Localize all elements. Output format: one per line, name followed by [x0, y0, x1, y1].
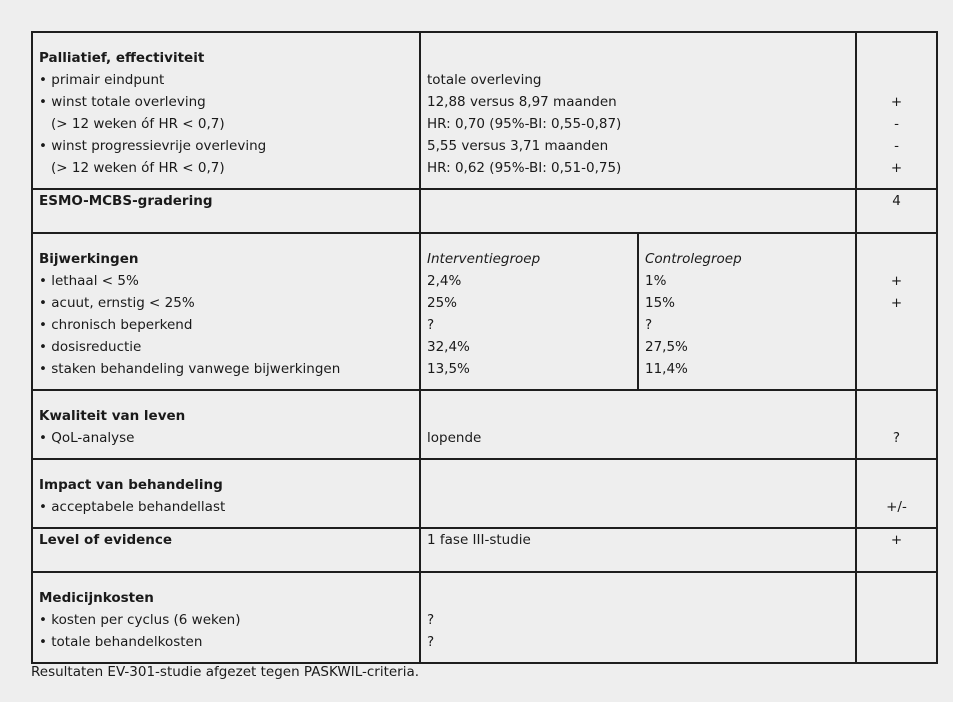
bijwerkingen-item-label: • staken behandeling vanwege bijwerkingen [39, 361, 341, 377]
esmo-score-cell [856, 189, 937, 233]
evidence-title: Level of evidence [39, 532, 173, 548]
palliatief-item-label: • primair eindpunt [39, 72, 165, 88]
row-esmo [32, 189, 937, 233]
palliatief-item-label: • winst progressievrije overleving [39, 138, 267, 154]
bijwerkingen-item-score: + [890, 273, 903, 289]
bijwerkingen-score-cell [856, 233, 937, 390]
row-bijwerkingen [32, 233, 937, 390]
esmo-value-cell [420, 189, 856, 233]
impact-score: +/- [886, 499, 907, 515]
intervention-column-header: Interventiegroep [427, 251, 541, 267]
kosten-label-cell [32, 572, 420, 663]
intervention-value: ? [427, 317, 435, 333]
esmo-title: ESMO-MCBS-gradering [39, 193, 213, 209]
palliatief-item-score: - [894, 138, 899, 154]
esmo-score: 4 [892, 193, 901, 209]
kwaliteit-item-label: • QoL-analyse [39, 430, 135, 446]
kosten-item-label: • totale behandelkosten [39, 634, 203, 650]
row-evidence [32, 528, 937, 572]
bijwerkingen-title: Bijwerkingen [39, 251, 139, 267]
row-kosten [32, 572, 937, 663]
bijwerkingen-item-score [863, 314, 930, 336]
kosten-item-value: ? [427, 612, 435, 628]
palliatief-item-value: HR: 0,62 (95%-BI: 0,51-0,75) [427, 160, 622, 176]
bijwerkingen-label-cell [32, 233, 420, 390]
kosten-score-cell [856, 572, 937, 663]
bijwerkingen-item-score [863, 336, 930, 358]
palliatief-item-value: totale overleving [427, 72, 542, 88]
kwaliteit-value: lopende [427, 430, 482, 446]
paskwil-table [31, 31, 938, 664]
palliatief-item-label: (> 12 weken óf HR < 0,7) [51, 116, 225, 132]
palliatief-item-score: + [890, 160, 903, 176]
evidence-value-cell [420, 528, 856, 572]
impact-value-cell [420, 459, 856, 528]
intervention-value: 13,5% [427, 361, 470, 377]
palliatief-item-value: 12,88 versus 8,97 maanden [427, 94, 617, 110]
impact-item-label: • acceptabele behandellast [39, 499, 226, 515]
bijwerkingen-item-score [863, 358, 930, 380]
palliatief-item-value: 5,55 versus 3,71 maanden [427, 138, 609, 154]
kosten-item-label: • kosten per cyclus (6 weken) [39, 612, 241, 628]
row-palliatief [32, 32, 937, 189]
bijwerkingen-item-label: • chronisch beperkend [39, 317, 193, 333]
evidence-value: 1 fase III-studie [427, 532, 531, 548]
palliatief-item-score: - [894, 116, 899, 132]
kwaliteit-score: ? [892, 430, 901, 446]
control-value: 1% [645, 273, 667, 289]
palliatief-item-label: (> 12 weken óf HR < 0,7) [51, 160, 225, 176]
control-value: 15% [645, 295, 676, 311]
control-value: 11,4% [645, 361, 688, 377]
palliatief-label-cell [32, 32, 420, 189]
palliatief-item-score [863, 69, 930, 91]
control-value: ? [645, 317, 653, 333]
control-value: 27,5% [645, 339, 688, 355]
impact-label-cell [32, 459, 420, 528]
bijwerkingen-intervention-cell [420, 233, 638, 390]
intervention-value: 25% [427, 295, 458, 311]
esmo-label-cell [32, 189, 420, 233]
palliatief-title: Palliatief, effectiviteit [39, 50, 205, 66]
impact-score-cell [856, 459, 937, 528]
impact-value [427, 496, 849, 518]
evidence-score-cell [856, 528, 937, 572]
kwaliteit-label-cell [32, 390, 420, 459]
bijwerkingen-item-label: • lethaal < 5% [39, 273, 139, 289]
bijwerkingen-control-cell [638, 233, 856, 390]
palliatief-score-cell [856, 32, 937, 189]
palliatief-value-cell [420, 32, 856, 189]
intervention-value: 32,4% [427, 339, 470, 355]
kosten-item-value: ? [427, 634, 435, 650]
row-kwaliteit [32, 390, 937, 459]
kosten-value-cell [420, 572, 856, 663]
row-impact [32, 459, 937, 528]
control-column-header: Controlegroep [645, 251, 742, 267]
bijwerkingen-item-label: • acuut, ernstig < 25% [39, 295, 195, 311]
impact-title: Impact van behandeling [39, 477, 223, 493]
table-caption: Resultaten EV-301-studie afgezet tegen PASKWIL-criteria. [31, 664, 420, 680]
evidence-label-cell [32, 528, 420, 572]
bijwerkingen-item-label: • dosisreductie [39, 339, 142, 355]
bijwerkingen-item-score: + [890, 295, 903, 311]
kosten-title: Medicijnkosten [39, 590, 154, 606]
palliatief-item-score: + [890, 94, 903, 110]
palliatief-item-value: HR: 0,70 (95%-BI: 0,55-0,87) [427, 116, 622, 132]
evidence-score: + [890, 532, 903, 548]
kwaliteit-score-cell [856, 390, 937, 459]
intervention-value: 2,4% [427, 273, 462, 289]
kwaliteit-value-cell [420, 390, 856, 459]
kwaliteit-title: Kwaliteit van leven [39, 408, 186, 424]
palliatief-item-label: • winst totale overleving [39, 94, 206, 110]
